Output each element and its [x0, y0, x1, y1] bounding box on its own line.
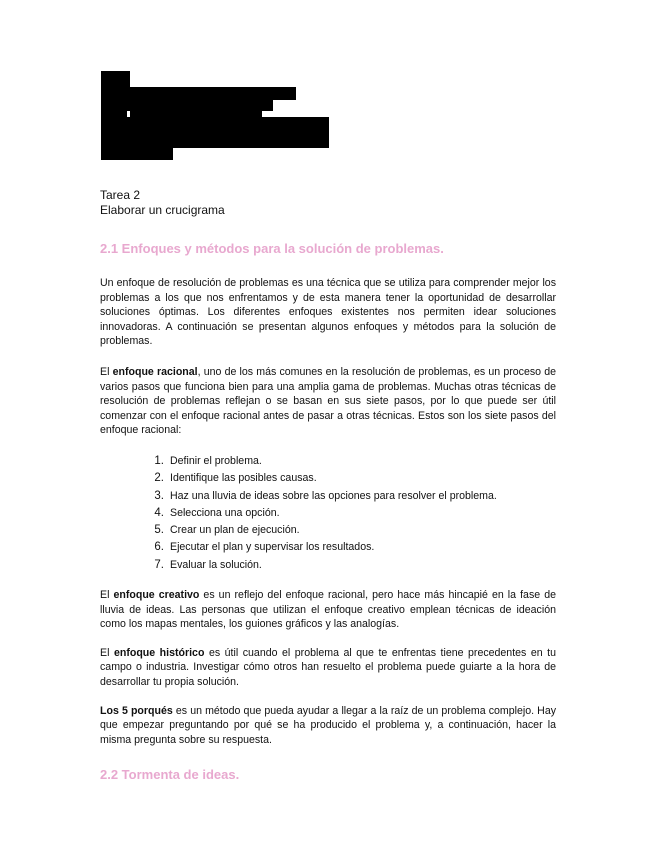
- list-item: 4. Selecciona una opción.: [154, 506, 280, 519]
- list-item: 3. Haz una lluvia de ideas sobre las opciones para resolver el problema.: [154, 489, 497, 502]
- whys-paragraph: Los 5 porqués es un método que pueda ayudar a llegar a la raíz de un problema complejo. Hay que empezar preguntando por qué se ha producido el problema y, a continuación, hacer la misma pregunta sobre su respuesta.: [100, 704, 557, 746]
- list-item: 6. Ejecutar el plan y supervisar los resultados.: [154, 541, 375, 554]
- task-label: Tarea 2: [100, 188, 141, 202]
- term-historic: enfoque histórico: [113, 646, 205, 659]
- list-item: 5. Crear un plan de ejecución.: [154, 524, 300, 537]
- list-item: 2. Identifique las posibles causas.: [154, 472, 317, 485]
- creative-paragraph: El enfoque creativo es un reflejo del enfoque racional, pero hace más hincapié en la fase de lluvia de ideas. Las personas que utilizan el enfoque creativo emplean técnicas de ideación como los mapas mentales, los guiones gráficos y las analogías.: [100, 589, 556, 631]
- term-rational: enfoque racional: [112, 365, 198, 378]
- document-body: [100, 188, 556, 783]
- redacted-title-block: [0, 0, 655, 170]
- term-5-whys: Los 5 porqués: [100, 704, 173, 717]
- rational-paragraph: El enfoque racional, uno de los más comunes en la resolución de problemas, es un proceso de varios pasos que funciona bien para una amplia gama de problemas. Muchas otras técnicas de resolución de problemas reflejan o se basan en sus siete pasos, por lo que puede ser útil comenzar con el enfoque racional antes de pasar a otras técnicas. Estos son los siete pasos del enfoque racional:: [100, 365, 556, 437]
- steps-list: [148, 453, 548, 574]
- historic-paragraph: El enfoque histórico es útil cuando el problema al que te enfrentas tiene precedentes en tu campo o industria. Investigar cómo otros han resuelto el problema puede guiarte a la hora de desarrollar tu propia solución.: [100, 646, 557, 688]
- task-subtitle: Elaborar un crucigrama: [100, 203, 225, 217]
- section-heading-2-2: 2.2 Tormenta de ideas.: [100, 767, 240, 783]
- list-item: 7. Evaluar la solución.: [154, 558, 262, 571]
- term-creative: enfoque creativo: [113, 589, 200, 602]
- section-heading-2-1: 2.1 Enfoques y métodos para la solución de problemas.: [100, 241, 444, 256]
- list-item: 1. Definir el problema.: [154, 454, 262, 467]
- intro-paragraph: Un enfoque de resolución de problemas es una técnica que se utiliza para comprender mejor los problemas a los que nos enfrentamos y de esta manera tener la oportunidad de desarrollar soluciones óptimas. Los diferentes enfoques existentes nos permiten idear soluciones innovadoras. A continuación se presentan algunos enfoques y métodos para la solución de problemas.: [100, 277, 556, 348]
